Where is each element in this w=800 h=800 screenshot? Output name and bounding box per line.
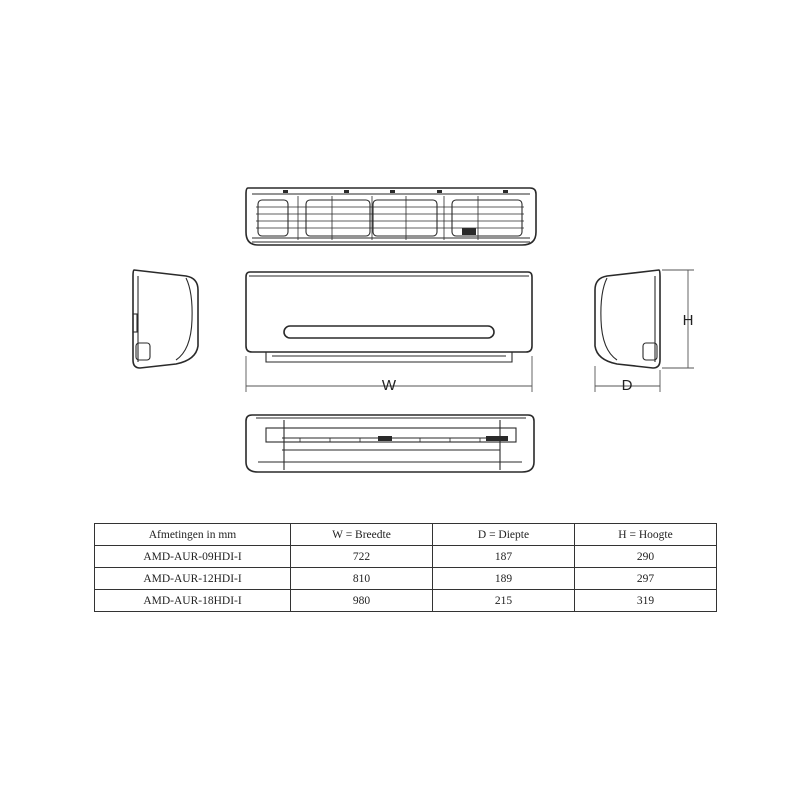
front-view: [246, 272, 532, 362]
width-label: W: [381, 377, 397, 394]
depth-cell: 187: [433, 546, 575, 568]
model-cell: AMD-AUR-12HDI-I: [95, 568, 291, 590]
model-cell: AMD-AUR-18HDI-I: [95, 590, 291, 612]
height-cell: 319: [575, 590, 717, 612]
left-side-view: [133, 270, 198, 368]
width-cell: 980: [291, 590, 433, 612]
width-cell: 810: [291, 568, 433, 590]
depth-label: D: [621, 377, 633, 394]
depth-cell: 189: [433, 568, 575, 590]
depth-dimension: [595, 366, 660, 394]
top-view: [246, 188, 536, 245]
table-row: [95, 590, 717, 612]
header-width: W = Breedte: [291, 524, 433, 546]
model-cell: AMD-AUR-09HDI-I: [95, 546, 291, 568]
table-row: [95, 568, 717, 590]
header-dimensions: Afmetingen in mm: [95, 524, 291, 546]
height-cell: 290: [575, 546, 717, 568]
header-depth: D = Diepte: [433, 524, 575, 546]
height-cell: 297: [575, 568, 717, 590]
depth-cell: 215: [433, 590, 575, 612]
width-cell: 722: [291, 546, 433, 568]
right-side-view: [595, 270, 660, 368]
height-dimension: [662, 270, 694, 368]
dimensions-table: [94, 523, 717, 612]
header-height: H = Hoogte: [575, 524, 717, 546]
bottom-view: [246, 415, 534, 472]
height-label: H: [682, 312, 694, 329]
table-row: [95, 546, 717, 568]
table-header-row: [95, 524, 717, 546]
